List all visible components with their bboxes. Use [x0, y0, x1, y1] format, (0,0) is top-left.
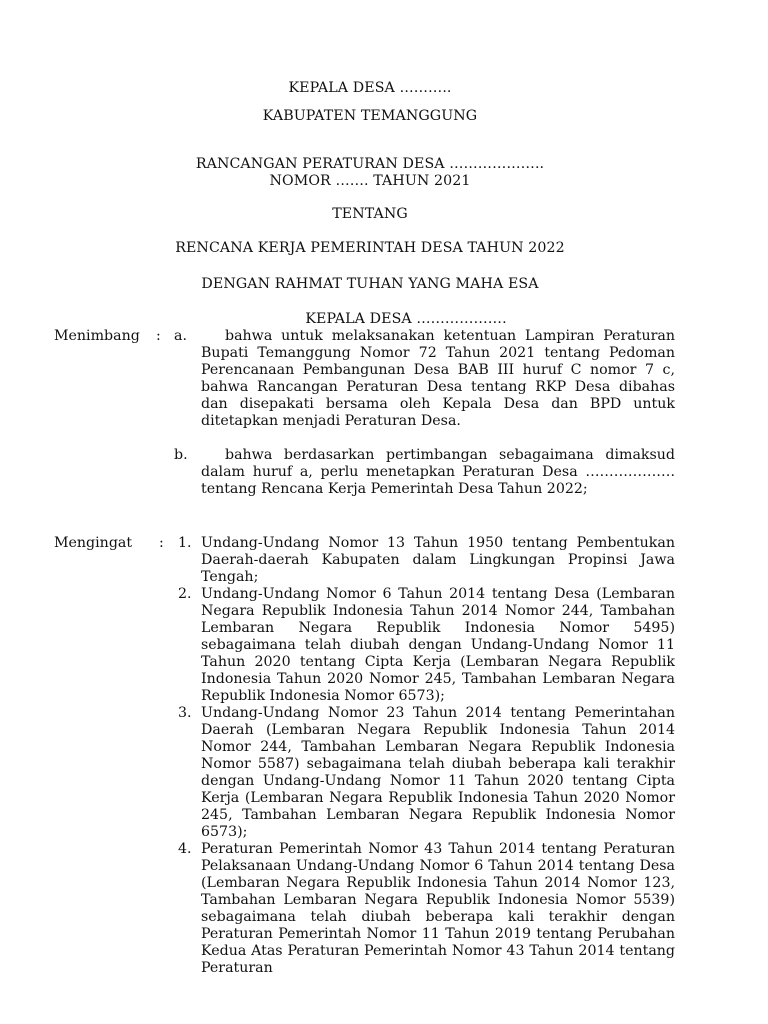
header-tentang: TENTANG — [332, 206, 408, 222]
item-marker: 4. — [178, 841, 192, 857]
header-rancangan: RANCANGAN PERATURAN DESA ……………….. — [195, 156, 545, 172]
item-marker: 3. — [178, 705, 192, 721]
header-rahmat: DENGAN RAHMAT TUHAN YANG MAHA ESA — [201, 276, 539, 292]
menimbang-colon: : — [156, 328, 161, 344]
item-text — [201, 447, 675, 498]
item-text: Undang-Undang Nomor 6 Tahun 2014 tentang Desa (Lembaran Negara Republik Indonesia Tahun 2014 Nomor 244, Tambahan Lembaran Negara Republik Indonesia Nomor 5495) sebagaimana telah diubah dengan Undang-Undang Nomor 11 Tahun 2020 tentang Cipta Kerja (Lembaran Negara Republik Indonesia Tahun 2020 Nomor 245, Tambahan Lembaran Negara Republik Indonesia Nomor 6573); — [201, 586, 675, 704]
item-text-content: bahwa berdasarkan pertimbangan sebagaimana dimaksud dalam huruf a, perlu menetapkan Peraturan Desa ………………. tentang Rencana Kerja Pemerintah Desa Tahun 2022; — [201, 447, 675, 497]
item-text: Undang-Undang Nomor 13 Tahun 1950 tentang Pembentukan Daerah-daerah Kabupaten dalam Lingkungan Propinsi Jawa Tengah; — [201, 535, 675, 585]
item-text: Undang-Undang Nomor 23 Tahun 2014 tentang Pemerintahan Daerah (Lembaran Negara Republik Indonesia Tahun 2014 Nomor 244, Tambahan Lembaran Negara Republik Indonesia Nomor 5587) sebagaimana telah diubah beberapa kali terakhir dengan Undang-Undang Nomor 11 Tahun 2020 tentang Cipta Kerja (Lembaran Negara Republik Indonesia Tahun 2020 Nomor 245, Tambahan Lembaran Negara Republik Indonesia Nomor 6573); — [201, 705, 675, 840]
mengingat-colon: : — [159, 535, 164, 551]
item-text: Peraturan Pemerintah Nomor 43 Tahun 2014 tentang Peraturan Pelaksanaan Undang-Undang Nomor 6 Tahun 2014 tentang Desa (Lembaran Negara Republik Indonesia Tahun 2014 Nomor 123, Tambahan Lembaran Negara Republik Indonesia Nomor 5539) sebagaimana telah diubah beberapa kali terakhir dengan Peraturan Pemerintah Nomor 11 Tahun 2019 tentang Perubahan Kedua Atas Peraturan Pemerintah Nomor 43 Tahun 2014 tentang Peraturan — [201, 841, 675, 976]
item-marker: 1. — [178, 535, 192, 551]
header-kepala-desa-2: KEPALA DESA ………………. — [305, 311, 507, 327]
item-marker: a. — [174, 328, 187, 344]
item-text-content: bahwa untuk melaksanakan ketentuan Lampiran Peraturan Bupati Temanggung Nomor 72 Tahun 2021 tentang Pedoman Perencanaan Pembangunan Desa BAB III huruf C nomor 7 c, bahwa Rancangan Peraturan Desa tentang RKP Desa dibahas dan disepakati bersama oleh Kepala Desa dan BPD untuk ditetapkan menjadi Peraturan Desa. — [201, 328, 675, 429]
header-nomor: NOMOR ……. TAHUN 2021 — [269, 173, 471, 189]
item-marker: b. — [174, 447, 188, 463]
menimbang-label: Menimbang — [54, 328, 140, 344]
header-kepala-desa: KEPALA DESA ……….. — [288, 80, 452, 96]
document-title: RENCANA KERJA PEMERINTAH DESA TAHUN 2022 — [175, 240, 565, 256]
item-marker: 2. — [178, 586, 192, 602]
mengingat-label: Mengingat — [54, 535, 133, 551]
item-text — [201, 328, 675, 430]
header-kabupaten: KABUPATEN TEMANGGUNG — [262, 108, 478, 124]
